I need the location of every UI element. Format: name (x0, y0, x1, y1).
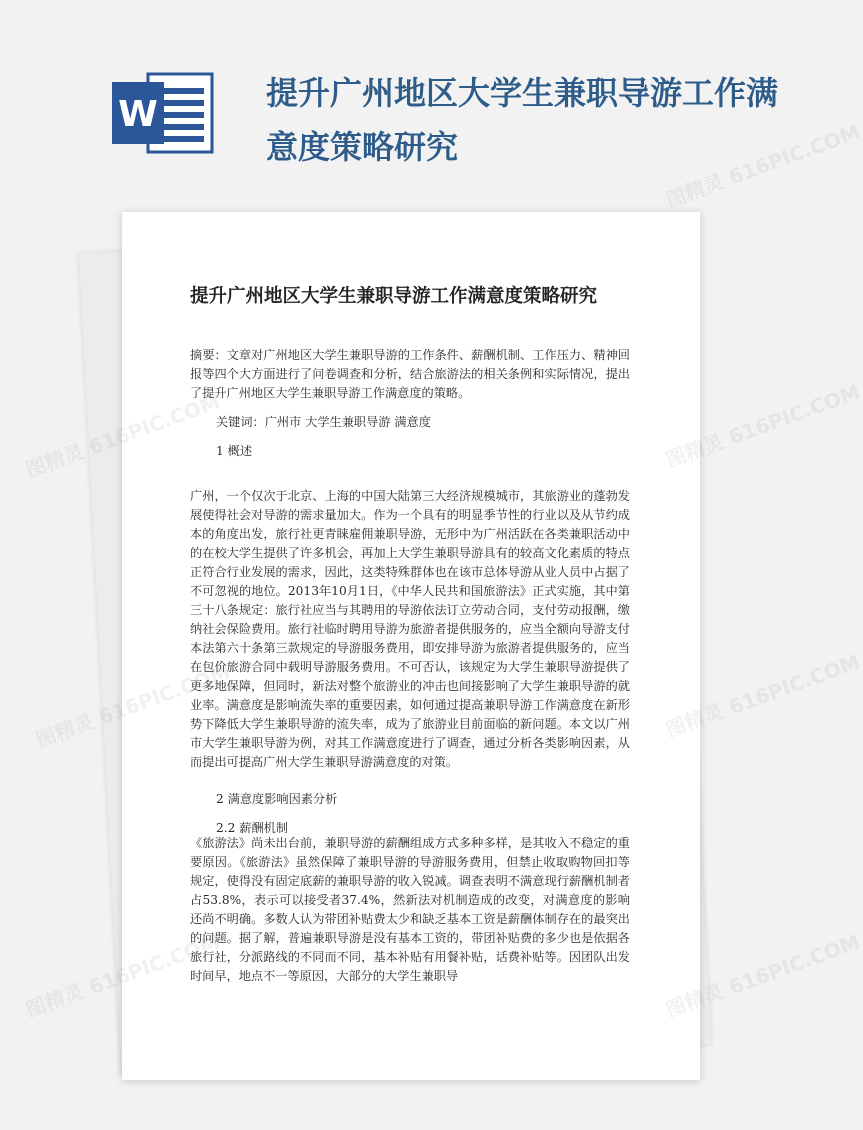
watermark-text: 图精灵 (32, 709, 98, 753)
keywords-line: 关键词：广州市 大学生兼职导游 满意度 (216, 415, 431, 429)
abstract-paragraph: 摘要：文章对广州地区大学生兼职导游的工作条件、薪酬机制、工作压力、精神回报等四个大方面进行了问卷调查和分析，结合旅游法的相关条例和实际情况，提出了提升广州地区大学生兼职导游工作满意度的策略。 (190, 348, 630, 400)
section-2-2-heading: 2.2 薪酬机制 (216, 821, 289, 835)
document-page (122, 212, 700, 1080)
section-1-heading: 1 概述 (216, 444, 253, 458)
section-1-paragraph: 广州，一个仅次于北京、上海的中国大陆第三大经济规模城市，其旅游业的蓬勃发展使得社会对导游的需求量加大。作为一个具有的明显季节性的行业以及从节约成本的角度出发，旅行社更青睐雇佣兼职导游，无形中为广州活跃在各类兼职活动中的在校大学生提供了许多机会，再加上大学生兼职导游具有的较高文化素质的特点正符合行业发展的需求，因此，这类特殊群体也在该市总体导游从业人员中占据了不可忽视的地位。2013年10月1日，《中华人民共和国旅游法》正式实施，其中第三十八条规定：旅行社应当与其聘用的导游依法订立劳动合同，支付劳动报酬，缴纳社会保险费用。旅行社临时聘用导游为旅游者提供服务的，应当全额向导游支付本法第六十条第三款规定的导游服务费用，即安排导游为旅游者提供服务的，应当在包价旅游合同中载明导游服务费用。不可否认，该规定为大学生兼职导游提供了更多地保障，但同时，新法对整个旅游业的冲击也间接影响了大学生兼职导游的就业率。满意度是影响流失率的重要因素，如何通过提高兼职导游工作满意度在新形势下降低大学生兼职导游的流失率，成为了旅游业目前面临的新问题。本文以广州市大学生兼职导游为例，对其工作满意度进行了调查，通过分析各类影响因素，从而提出可提高广州大学生兼职导游满意度的对策。 (190, 489, 630, 769)
watermark-text: 图精灵 616PIC.COM (662, 119, 863, 213)
watermark-text: 图精灵 616PIC.COM (662, 929, 863, 1023)
word-icon-letter: W (118, 94, 158, 135)
word-document-icon (112, 70, 216, 156)
watermark-text: 图精灵 (22, 439, 88, 483)
watermark-text: 图精灵 616PIC.COM (662, 649, 863, 743)
section-2-2-paragraph: 《旅游法》尚未出台前，兼职导游的薪酬组成方式多种多样，是其收入不稳定的重要原因。《旅游法》虽然保障了兼职导游的导游服务费用，但禁止收取购物回扣等规定，使得没有固定底薪的兼职导游的收入锐减。调查表明不满意现行薪酬机制者占53.8%，表示可以接受者37.4%，然新法对机制造成的改变，对满意度的影响还尚不明确。多数人认为带团补贴费太少和缺乏基本工资是薪酬体制存在的最突出的问题。据了解，普遍兼职导游是没有基本工资的，带团补贴费的多少也是依据各旅行社，分派路线的不同而不同，基本补贴有用餐补贴，话费补贴等。因团队出发时间早，地点不一等原因，大部分的大学生兼职导 (190, 836, 630, 983)
page-title: 提升广州地区大学生兼职导游工作满意度策略研究 (266, 74, 779, 166)
watermark-text: 图精灵 616PIC.COM (662, 379, 863, 473)
watermark-text: 图精灵 (22, 979, 88, 1023)
document-title: 提升广州地区大学生兼职导游工作满意度策略研究 (190, 286, 598, 307)
section-2-heading: 2 满意度影响因素分析 (216, 792, 338, 806)
